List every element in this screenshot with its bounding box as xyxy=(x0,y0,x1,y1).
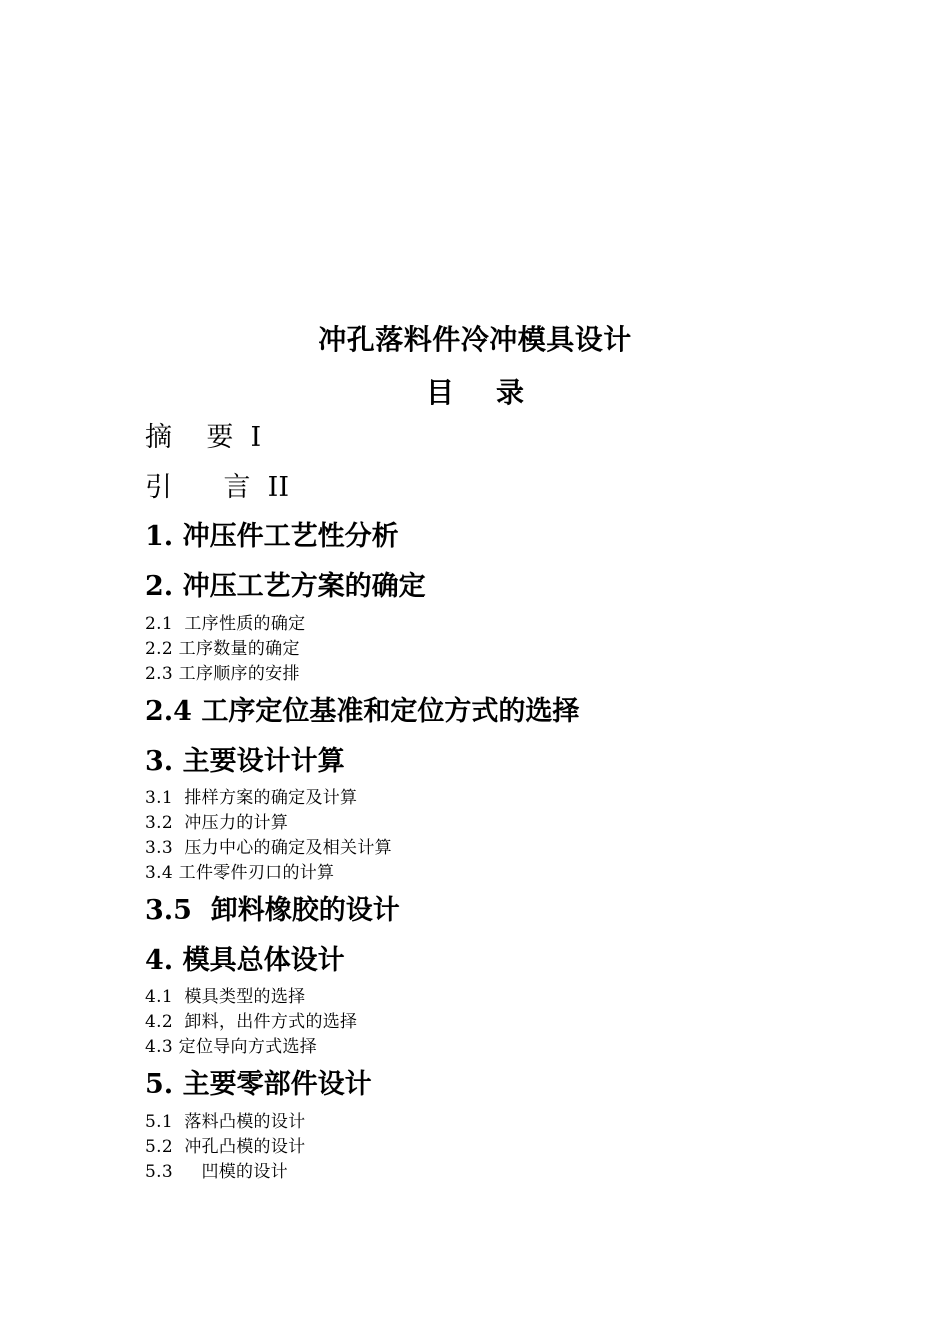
toc-heading-left: 目 xyxy=(425,376,454,409)
toc-entry-section-3[interactable]: 3. 主要设计计算 xyxy=(145,746,345,777)
toc-entry-4-3[interactable]: 4.3 定位导向方式选择 xyxy=(145,1037,318,1057)
toc-entry-section-2[interactable]: 2. 冲压工艺方案的确定 xyxy=(145,571,426,602)
toc-entry-5-3[interactable]: 5.3 凹模的设计 xyxy=(145,1162,288,1182)
toc-entry-2-1[interactable]: 2.1 工序性质的确定 xyxy=(145,614,306,634)
toc-entry-3-1[interactable]: 3.1 排样方案的确定及计算 xyxy=(145,788,358,808)
toc-entry-introduction[interactable]: 引 言 II xyxy=(145,472,289,503)
toc-entry-section-4[interactable]: 4. 模具总体设计 xyxy=(145,945,345,976)
toc-entry-2-2[interactable]: 2.2 工序数量的确定 xyxy=(145,639,300,659)
toc-entry-section-5[interactable]: 5. 主要零部件设计 xyxy=(145,1069,372,1100)
toc-entry-4-2[interactable]: 4.2 卸料，出件方式的选择 xyxy=(145,1012,358,1032)
toc-entry-5-2[interactable]: 5.2 冲孔凸模的设计 xyxy=(145,1137,306,1157)
toc-entry-4-1[interactable]: 4.1 模具类型的选择 xyxy=(145,987,306,1007)
document-title: 冲孔落料件冷冲模具设计 xyxy=(318,323,632,356)
toc-entry-section-1[interactable]: 1. 冲压件工艺性分析 xyxy=(145,521,399,552)
toc-heading-right: 录 xyxy=(496,376,525,409)
toc-entry-2-4[interactable]: 2.4 工序定位基准和定位方式的选择 xyxy=(145,696,580,727)
toc-entry-3-5[interactable]: 3.5 卸料橡胶的设计 xyxy=(145,895,400,926)
toc-entry-5-1[interactable]: 5.1 落料凸模的设计 xyxy=(145,1112,306,1132)
toc-entry-3-2[interactable]: 3.2 冲压力的计算 xyxy=(145,813,289,833)
toc-entry-2-3[interactable]: 2.3 工序顺序的安排 xyxy=(145,664,300,684)
toc-entry-3-4[interactable]: 3.4 工件零件刃口的计算 xyxy=(145,863,335,883)
toc-entry-abstract[interactable]: 摘 要 I xyxy=(145,422,262,453)
toc-heading xyxy=(0,371,950,411)
toc-entry-3-3[interactable]: 3.3 压力中心的确定及相关计算 xyxy=(145,838,392,858)
